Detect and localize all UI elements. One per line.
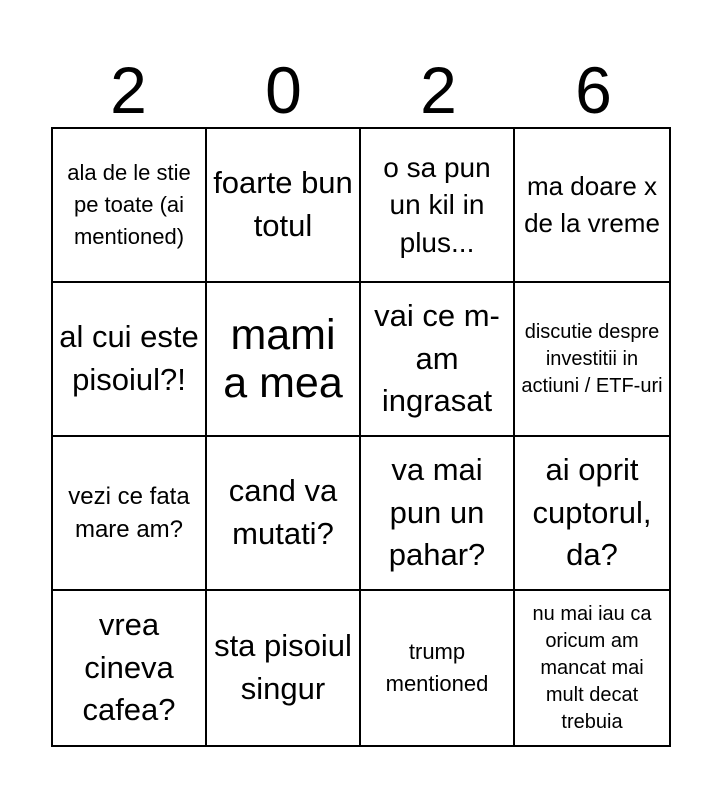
bingo-cell[interactable]: [515, 437, 669, 591]
bingo-cell[interactable]: [515, 283, 669, 437]
bingo-cell[interactable]: [207, 129, 361, 283]
bingo-cell[interactable]: [515, 129, 669, 283]
bingo-cell[interactable]: [53, 437, 207, 591]
bingo-cell[interactable]: [207, 591, 361, 745]
bingo-cell[interactable]: [515, 591, 669, 745]
cell-text: discutie despre investitii in actiuni / ETF-uri: [521, 320, 663, 397]
cell-text: sta pisoiul singur: [214, 628, 352, 706]
bingo-cell[interactable]: [361, 591, 515, 745]
cell-text: cand va mutati?: [228, 473, 338, 551]
cell-text: ala de le stie pe toate (ai mentioned): [67, 160, 191, 249]
cell-text: trump mentioned: [385, 639, 489, 696]
cell-text: ai oprit cuptorul, da?: [532, 451, 652, 573]
bingo-cell[interactable]: [361, 437, 515, 591]
cell-text: ma doare x de la vreme: [524, 170, 660, 238]
bingo-cell[interactable]: [361, 129, 515, 283]
bingo-cell[interactable]: [53, 283, 207, 437]
title-digit: 6: [575, 53, 612, 127]
bingo-grid: [51, 127, 671, 747]
cell-text: foarte bun totul: [213, 165, 353, 243]
cell-text: al cui este pisoiul?!: [59, 319, 199, 397]
bingo-cell[interactable]: [361, 283, 515, 437]
cell-text: mami a mea: [223, 310, 343, 407]
title-digit: 0: [265, 53, 302, 127]
cell-text: nu mai iau ca oricum am mancat mai mult decat trebuia: [532, 602, 652, 733]
cell-text: vrea cineva cafea?: [82, 606, 176, 728]
cell-text: o sa pun un kil in plus...: [383, 152, 491, 258]
bingo-cell[interactable]: [207, 283, 361, 437]
cell-text: vai ce m-am ingrasat: [374, 297, 500, 419]
title-digit: 2: [420, 53, 457, 127]
bingo-cell[interactable]: [207, 437, 361, 591]
bingo-title: [51, 52, 671, 128]
cell-text: vezi ce fata mare am?: [68, 482, 190, 543]
bingo-cell[interactable]: [53, 591, 207, 745]
cell-text: va mai pun un pahar?: [388, 451, 486, 573]
title-digit: 2: [110, 53, 147, 127]
bingo-cell[interactable]: [53, 129, 207, 283]
